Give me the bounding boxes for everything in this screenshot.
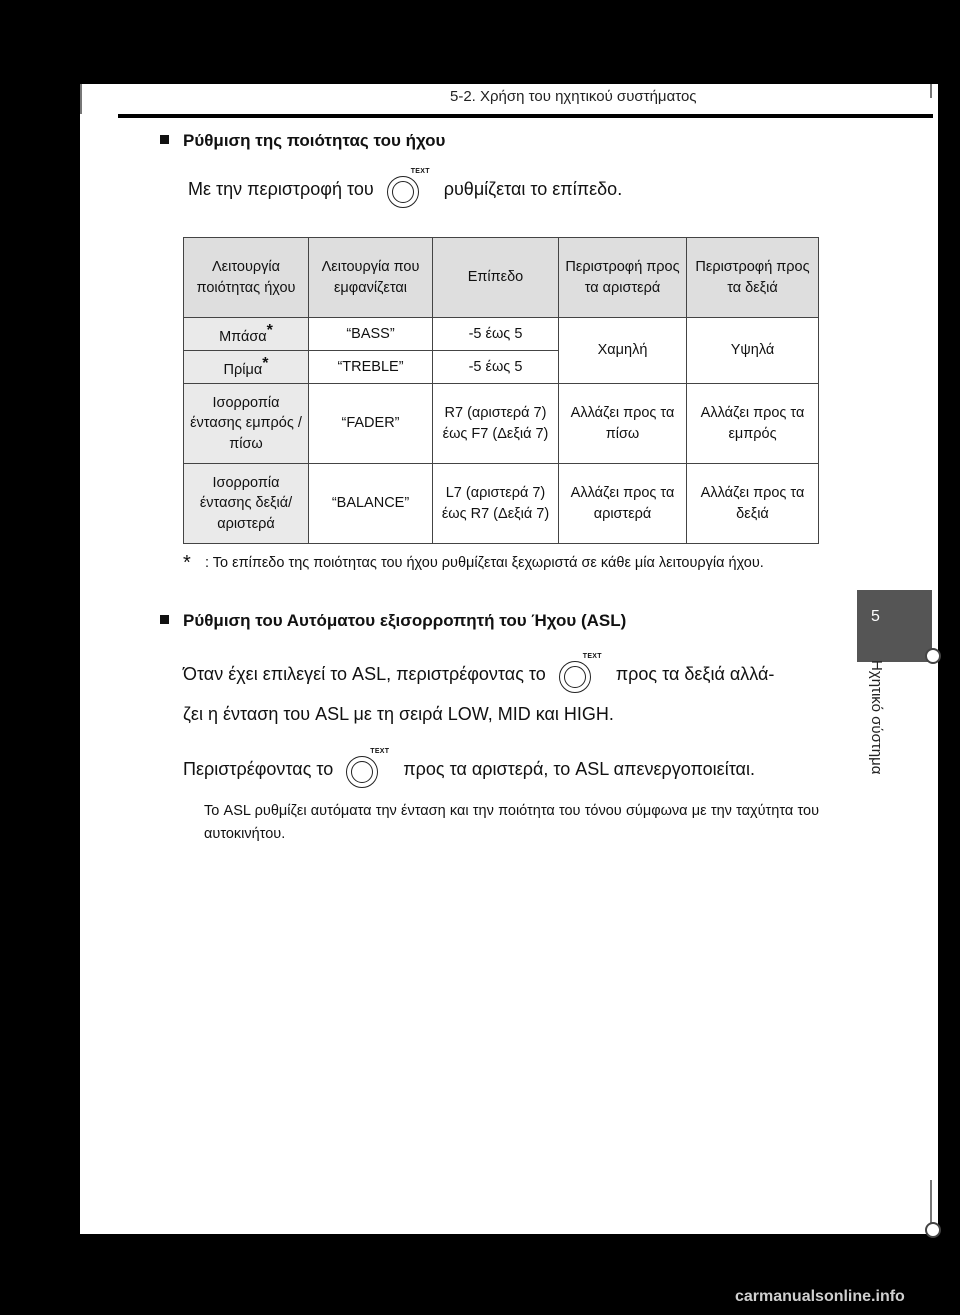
right-cell: Υψηλά [687, 318, 819, 384]
display-cell: “FADER” [309, 384, 433, 464]
footnote-mark: * [183, 552, 191, 574]
tune-knob-icon [346, 750, 390, 790]
header-cell: Περιστροφή προς τα αριστερά [559, 238, 687, 318]
right-cell: Αλλάζει προς τα εμπρός [687, 384, 819, 464]
chapter-tab [857, 590, 932, 662]
asl-text: Όταν έχει επιλεγεί το ASL, περιστρέφοντας το [183, 663, 546, 684]
left-cell: Αλλάζει προς τα αριστερά [559, 464, 687, 544]
level-cell: L7 (αριστερά 7) έως R7 (Δεξιά 7) [433, 464, 559, 544]
registration-mark-icon [925, 648, 941, 664]
header-cell: Επίπεδο [433, 238, 559, 318]
knob-label: TEXT [410, 168, 430, 175]
table-row [184, 318, 819, 351]
right-cell: Αλλάζει προς τα δεξιά [687, 464, 819, 544]
footnote-text: : Το επίπεδο της ποιότητας του ήχου ρυθμίζεται ξεχωριστά σε κάθε μία λειτουργία ήχου. [205, 555, 764, 571]
crop-mark [80, 84, 82, 114]
asl-text: προς τα δεξιά αλλά- [615, 663, 775, 684]
tune-knob-icon [387, 170, 431, 210]
heading-text: Ρύθμιση του Αυτόματου εξισορροπητή του Ήχου (ASL) [183, 611, 627, 630]
table-row [184, 464, 819, 544]
left-cell: Χαμηλή [559, 318, 687, 384]
level-cell: -5 έως 5 [433, 318, 559, 351]
asl-paragraph-line2: ζει η ένταση του ASL με τη σειρά LOW, MID και HIGH. [183, 704, 614, 724]
mode-cell: Πρίμα* [184, 351, 309, 384]
chapter-number: 5 [871, 608, 880, 625]
watermark: carmanualsonline.info [735, 1288, 905, 1305]
header-rule [118, 114, 933, 118]
square-bullet-icon [160, 135, 169, 144]
intro-text: ρυθμίζεται το επίπεδο. [443, 178, 623, 199]
mode-cell: Ισορροπία έντασης δεξιά/ αριστερά [184, 464, 309, 544]
registration-mark-icon [925, 1222, 941, 1238]
header-cell: Λειτουργία που εμφανίζεται [309, 238, 433, 318]
asl-paragraph-line1 [183, 655, 774, 695]
section-heading-sound-quality [160, 131, 445, 151]
square-bullet-icon [160, 615, 169, 624]
left-cell: Αλλάζει προς τα πίσω [559, 384, 687, 464]
table-header-row [184, 238, 819, 318]
mode-cell: Ισορροπία έντασης εμπρός / πίσω [184, 384, 309, 464]
asl-paragraph-line3 [183, 750, 755, 790]
knob-label: TEXT [370, 748, 390, 755]
crop-mark [930, 84, 932, 98]
display-cell: “BALANCE” [309, 464, 433, 544]
mode-cell: Μπάσα* [184, 318, 309, 351]
header-cell: Λειτουργία ποιότητας ήχου [184, 238, 309, 318]
knob-label: TEXT [582, 653, 602, 660]
level-cell: R7 (αριστερά 7) έως F7 (Δεξιά 7) [433, 384, 559, 464]
level-cell: -5 έως 5 [433, 351, 559, 384]
running-header: 5-2. Χρήση του ηχητικού συστήματος [450, 88, 697, 105]
display-cell: “TREBLE” [309, 351, 433, 384]
table-footnote [183, 552, 818, 574]
intro-text: Με την περιστροφή του [188, 178, 374, 199]
asl-text: προς τα αριστερά, το ASL απενεργοποιείται. [403, 758, 755, 779]
sound-quality-table [183, 237, 819, 544]
section-heading-asl [160, 611, 626, 631]
heading-text: Ρύθμιση της ποιότητας του ήχου [183, 131, 446, 150]
intro-paragraph [188, 170, 622, 210]
asl-note: Το ASL ρυθμίζει αυτόματα την ένταση και την ποιότητα του τόνου σύμφωνα με την ταχύτητα του αυτοκινήτου. [204, 803, 819, 843]
chapter-label [868, 660, 898, 820]
tune-knob-icon [559, 655, 603, 695]
chapter-title: Ηχητικό σύστημα [868, 660, 885, 775]
asl-text: Περιστρέφοντας το [183, 758, 334, 779]
display-cell: “BASS” [309, 318, 433, 351]
table-row [184, 384, 819, 464]
header-cell: Περιστροφή προς τα δεξιά [687, 238, 819, 318]
